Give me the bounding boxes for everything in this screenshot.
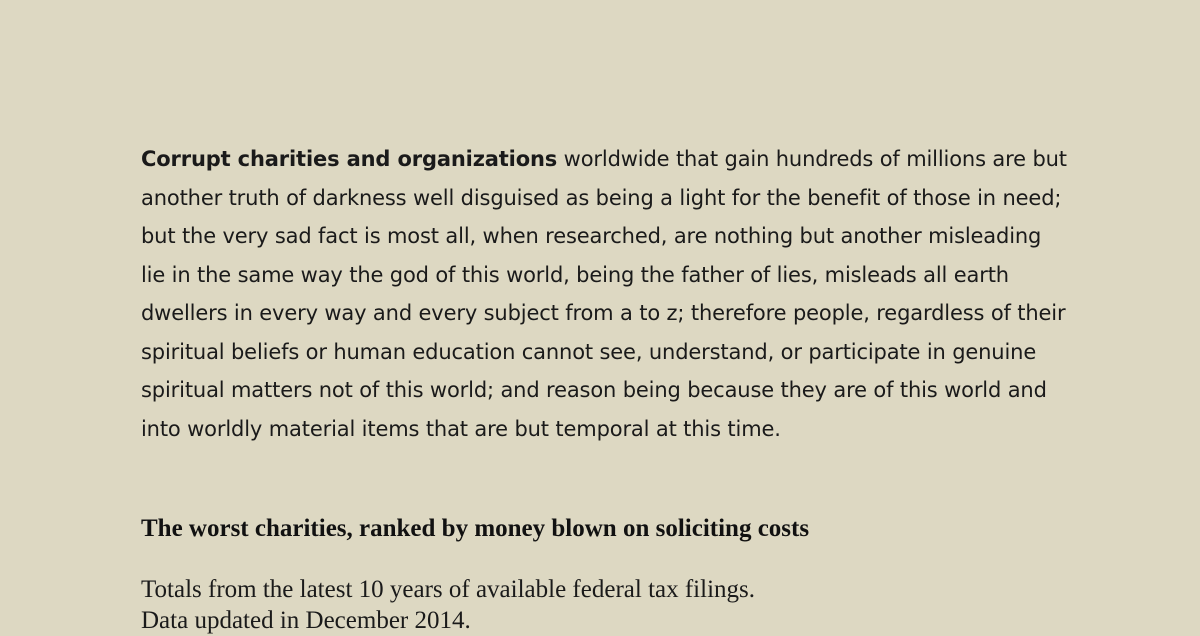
source-line-1: Totals from the latest 10 years of available federal tax filings. bbox=[141, 576, 756, 603]
paragraph-body: worldwide that gain hundreds of millions are but another truth of darkness well disguised as being a light for the benefit of those in need; but the very sad fact is most all, when researched, are nothing but another misleading lie in the same way the god of this world, being the father of lies, misleads all earth dwellers in every way and every subject from a to z; therefore people, regardless of their spiritual beliefs or human education cannot see, understand, or participate in genuine spiritual matters not of this world; and reason being because they are of this world and into worldly material items that are but temporal at this time. bbox=[141, 147, 1067, 441]
data-source-note bbox=[141, 574, 755, 636]
source-line-2: Data updated in December 2014. bbox=[141, 607, 471, 634]
intro-paragraph bbox=[141, 140, 1071, 448]
document-page bbox=[141, 140, 1071, 634]
section-heading: The worst charities, ranked by money blown on soliciting costs bbox=[141, 515, 810, 542]
lead-bold-text: Corrupt charities and organizations bbox=[141, 147, 558, 171]
